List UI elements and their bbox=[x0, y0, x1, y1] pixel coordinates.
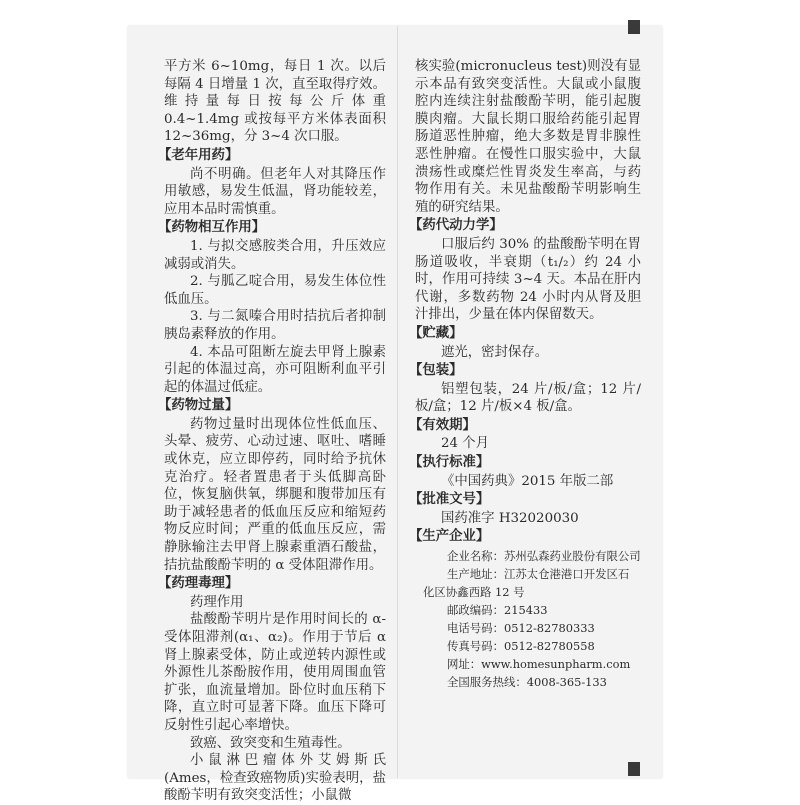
heading-validity: 【有效期】 bbox=[409, 416, 476, 433]
manufacturer-phone: 电话号码：0512-82780333 bbox=[447, 621, 595, 636]
heading-manufacturer: 【生产企业】 bbox=[409, 528, 490, 545]
manufacturer-hotline: 全国服务热线：4008-365-133 bbox=[447, 675, 607, 690]
right-column bbox=[409, 58, 641, 691]
registration-mark-top bbox=[628, 20, 640, 34]
toxicity-text: 小鼠淋巴瘤体外艾姆斯氏(Ames，检查致癌物质)实验表明，盐酸酚苄明有致突变活性；小鼠微 bbox=[164, 753, 386, 804]
heading-pharmacokinetics: 【药代动力学】 bbox=[409, 217, 503, 234]
manufacturer-postcode: 邮政编码：215433 bbox=[447, 603, 548, 618]
heading-overdose: 【药物过量】 bbox=[158, 397, 239, 414]
heading-storage: 【贮藏】 bbox=[409, 324, 463, 341]
manufacturer-name: 企业名称：苏州弘森药业股份有限公司 bbox=[447, 549, 641, 564]
interaction-3: 3. 与二氮嗪合用时拮抗后者抑制胰岛素释放的作用。 bbox=[164, 309, 386, 342]
toxicity-continued: 核实验(micronucleus test)则没有显示本品有致突变活性。大鼠或小鼠腹腔内连续注射盐酸酚苄明，能引起腹膜肉瘤。大鼠长期口服给药能引起胃肠道恶性肿瘤，绝大多数是胃非腺性恶性肿瘤。在慢性口服实验中，大鼠溃疡性或糜烂性胃炎发生率高，与药物作用有关。未见盐酸酚苄明影响生殖的研究结果。 bbox=[415, 59, 641, 215]
heading-package: 【包装】 bbox=[409, 362, 463, 379]
registration-mark-bottom bbox=[628, 762, 640, 776]
fold-line bbox=[397, 26, 398, 778]
heading-pharmacology-toxicology: 【药理毒理】 bbox=[158, 575, 239, 592]
interaction-2: 2. 与胍乙啶合用，易发生体位性低血压。 bbox=[164, 274, 386, 307]
heading-interactions: 【药物相互作用】 bbox=[158, 219, 266, 236]
approval-text: 国药准字 H32020030 bbox=[441, 510, 579, 526]
heading-approval: 【批准文号】 bbox=[409, 491, 490, 508]
standard-text: 《中国药典》2015 年版二部 bbox=[441, 473, 614, 489]
manufacturer-website: 网址：www.homesunpharm.com bbox=[447, 657, 631, 672]
elderly-text: 尚不明确。但老年人对其降压作用敏感，易发生低温，肾功能较差，应用本品时需慎重。 bbox=[164, 166, 386, 217]
interaction-4: 4. 本品可阻断左旋去甲肾上腺素引起的体温过高，亦可阻断利血平引起的体温过低症。 bbox=[164, 344, 386, 395]
pharmacology-text: 盐酸酚苄明片是作用时间长的 α-受体阻滞剂(α₁、α₂)。作用于节后 α 肾上腺素受体，防止或逆转内源性或外源性儿茶酚胺作用，使用周围血管扩张，血流量增加。卧位时血压稍下降，直立时可显著下降。血压下降可反射性引起心率增快。 bbox=[164, 612, 386, 733]
pharmacokinetics-text: 口服后约 30% 的盐酸酚苄明在胃肠道吸收，半衰期（t₁/₂）约 24 小时，作用可持续 3~4 天。本品在肝内代谢，多数药物 24 小时内从肾及胆汁排出，少量在体内保留数天。 bbox=[415, 236, 641, 323]
manufacturer-fax: 传真号码：0512-82780558 bbox=[447, 639, 595, 654]
toxicity-subheading: 致癌、致突变和生殖毒性。 bbox=[190, 735, 351, 751]
validity-text: 24 个月 bbox=[441, 436, 490, 452]
interaction-1: 1. 与拟交感胺类合用，升压效应减弱或消失。 bbox=[164, 238, 386, 272]
pharmacology-subheading: 药理作用 bbox=[190, 594, 244, 610]
left-column bbox=[158, 58, 386, 805]
package-text: 铝塑包装，24 片/板/盒；12 片/板/盒；12 片/板×4 板/盒。 bbox=[415, 381, 641, 415]
heading-standard: 【执行标准】 bbox=[409, 454, 490, 471]
overdose-text: 药物过量时出现体位性低血压、头晕、疲劳、心动过速、呕吐、嗜睡或休克，应立即停药，同时给予抗休克治疗。轻者置患者于头低脚高卧位，恢复脑供氧，绑腿和腹带加压有助于减轻患者的低血压反应和缩短药物反应时间；严重的低血压反应，需静脉输注去甲肾上腺素重酒石酸盐，拮抗盐酸酚苄明的 α 受体阻滞作用。 bbox=[164, 416, 386, 573]
dosage-continued: 平方米 6~10mg，每日 1 次。以后每隔 4 日增量 1 次，直至取得疗效。维持量每日按每公斤体重 0.4~1.4mg 或按每平方米体表面积 12~36mg，分 3~4 次口服。 bbox=[164, 59, 386, 145]
storage-text: 遮光，密封保存。 bbox=[441, 344, 549, 360]
heading-elderly: 【老年用药】 bbox=[158, 146, 239, 163]
manufacturer-address-cont: 化区协鑫西路 12 号 bbox=[423, 585, 525, 600]
manufacturer-address: 生产地址：江苏太仓港港口开发区石 bbox=[447, 567, 630, 582]
